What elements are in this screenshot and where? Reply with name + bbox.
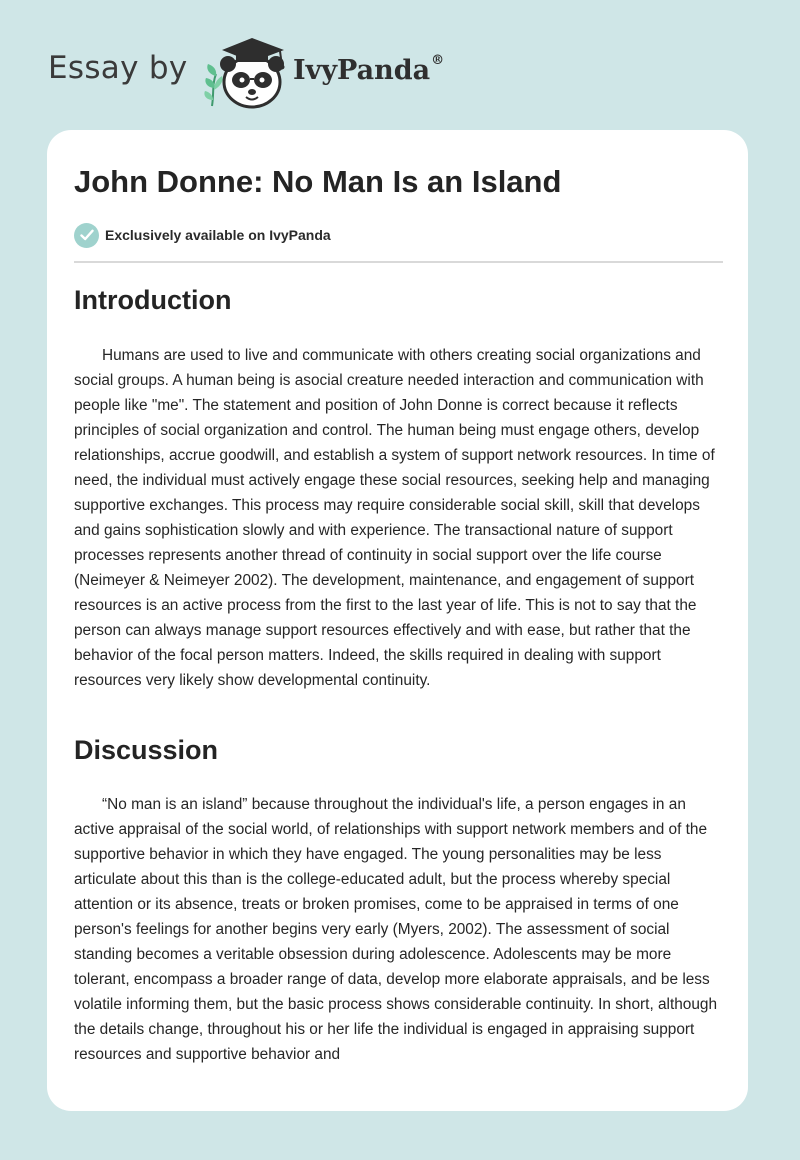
section-body-discussion: “No man is an island” because throughout the individual's life, a person engages in an active appraisal of the social world, of relationships with support network members and of the supportive behavior in which they have engaged. The young personalities may be less articulate about this than is the college-educated adult, but the process whereby special attention or its absence, treats or broken promises, come to be appraised in terms of one person's feelings for another begins very early (Myers, 2002). The assessment of social standing becomes a veritable obsession during adolescence. Adolescents may be more tolerant, encompass a broader range of data, develop more elaborate appraisals, and be less volatile informing them, but the basic process shows considerable continuity. In short, although the details change, throughout his or her life the individual is engaged in appraising support resources and supportive behavior and xyxy=(74,796,718,1063)
exclusive-badge xyxy=(74,222,331,248)
divider xyxy=(74,261,723,263)
section-heading-discussion: Discussion xyxy=(74,735,219,765)
site-header xyxy=(0,0,800,130)
section-body-introduction: Humans are used to live and communicate with others creating social organizations and social groups. A human being is asocial creature needed interaction and communication with people like "me". The statement and position of John Donne is correct because it reflects principles of social organization and control. The human being must engage others, develop relationships, accrue goodwill, and establish a system of support network resources. In time of need, the individual must actively engage these social resources, seeking help and managing supportive exchanges. This process may require considerable social skill, skill that develops and gains sophistication slowly and with experience. The transactional nature of support processes represents another thread of continuity in social support over the life course (Neimeyer & Neimeyer 2002). The development, maintenance, and engagement of support resources is an active process from the first to the last year of life. This is not to say that the person can always manage support resources effectively and with ease, but rather that the behavior of the focal person matters. Indeed, the skills required in dealing with support resources very likely show developmental continuity. xyxy=(74,347,715,689)
brand-logo-text[interactable]: IvyPanda® xyxy=(293,53,445,86)
registered-mark: ® xyxy=(431,53,445,68)
panda-graduate-icon[interactable] xyxy=(200,34,292,110)
page-title: John Donne: No Man Is an Island xyxy=(74,164,562,199)
section-heading-introduction: Introduction xyxy=(74,285,232,315)
essay-by-label: Essay by xyxy=(48,50,188,86)
exclusive-badge-label: Exclusively available on IvyPanda xyxy=(105,227,331,243)
essay-card xyxy=(47,130,748,1111)
check-icon xyxy=(74,223,99,248)
